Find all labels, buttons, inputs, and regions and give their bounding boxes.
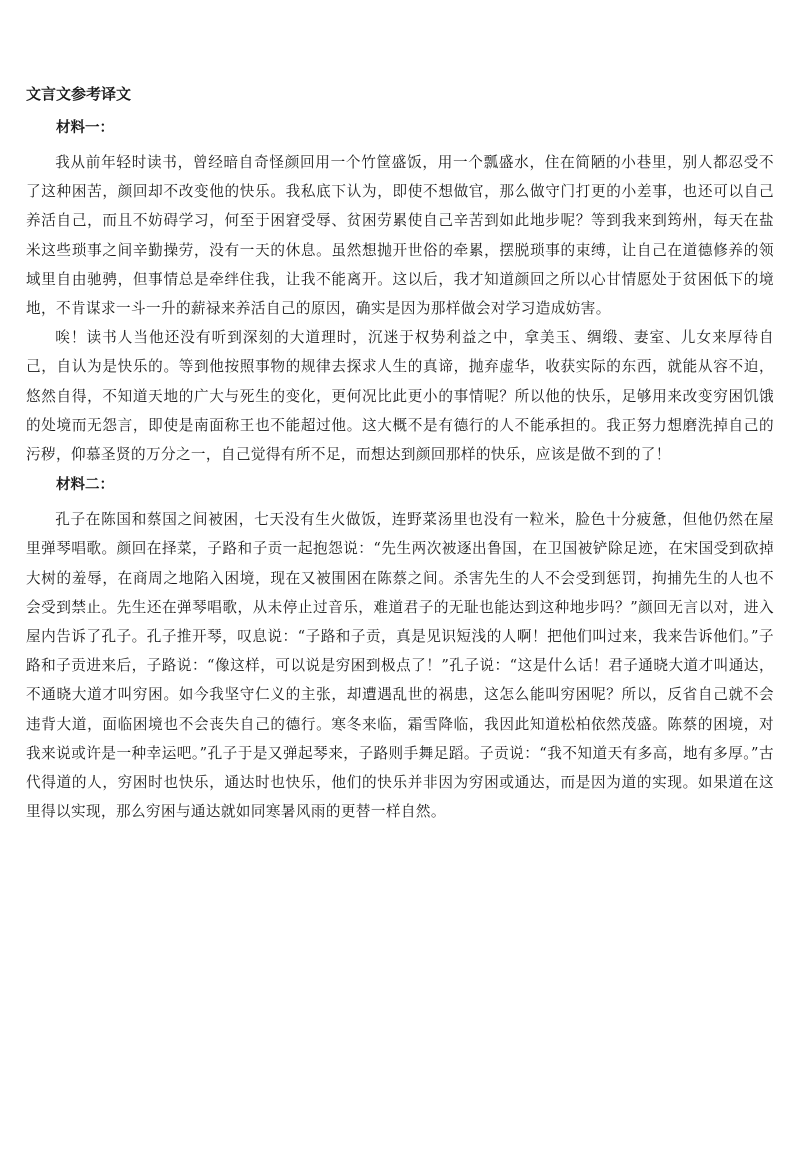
paragraph: 唉！读书人当他还没有听到深刻的大道理时，沉迷于权势利益之中，拿美玉、绸缎、妻室、儿女来厚待自己，自认为是快乐的。等到他按照事物的规律去探求人生的真谛，抛弃虚华，收获实际的东西，就能从容不迫，悠然自得，不知道天地的广大与死生的变化，更何况比此更小的事情呢？所以他的快乐，足够用来改变穷困饥饿的处境而无怨言，即使是南面称王也不能超过他。这大概不是有德行的人不能承担的。我正努力想磨洗掉自己的污秽，仰慕圣贤的万分之一，自己觉得有所不足，而想达到颜回那样的快乐，应该是做不到的了！ (26, 329, 774, 464)
paragraph: 我从前年轻时读书，曾经暗自奇怪颜回用一个竹筐盛饭，用一个瓢盛水，住在简陋的小巷里，别人都忍受不了这种困苦，颜回却不改变他的快乐。我私底下认为，即使不想做官，那么做守门打更的小差事，也还可以自己养活自己，而且不妨碍学习，何至于困窘受辱、贫困劳累使自己辛苦到如此地步呢？等到我来到筠州，每天在盐米这些琐事之间辛勤操劳，没有一天的休息。虽然想抛开世俗的牵累，摆脱琐事的束缚，让自己在道德修养的领域里自由驰骋，但事情总是牵绊住我，让我不能离开。这以后，我才知道颜回之所以心甘情愿处于贫困低下的境地，不肯谋求一斗一升的薪禄来养活自己的原因，确实是因为那样做会对学习造成妨害。 (26, 154, 774, 318)
document-page (26, 84, 774, 826)
document-title: 文言文参考译文 (26, 85, 132, 103)
section-heading: 材料一： (56, 120, 114, 136)
section-heading: 材料二： (56, 477, 114, 494)
section-material-one (26, 118, 774, 469)
section-material-two (26, 475, 774, 826)
paragraph: 孔子在陈国和蔡国之间被困，七天没有生火做饭，连野菜汤里也没有一粒米，脸色十分疲惫，但他仍然在屋里弹琴唱歌。颜回在择菜，子路和子贡一起抱怨说：“先生两次被逐出鲁国，在卫国被铲除足迹，在宋国受到砍掉大树的羞辱，在商周之地陷入困境，现在又被围困在陈蔡之间。杀害先生的人不会受到惩罚，拘捕先生的人也不会受到禁止。先生还在弹琴唱歌，从未停止过音乐，难道君子的无耻也能达到这种地步吗？”颜回无言以对，进入屋内告诉了孔子。孔子推开琴，叹息说：“子路和子贡，真是见识短浅的人啊！把他们叫过来，我来告诉他们。”子路和子贡进来后，子路说：“像这样，可以说是穷困到极点了！”孔子说：“这是什么话！君子通晓大道才叫通达，不通晓大道才叫穷困。如今我坚守仁义的主张，却遭遇乱世的祸患，这怎么能叫穷困呢？所以，反省自己就不会违背大道，面临困境也不会丧失自己的德行。寒冬来临，霜雪降临，我因此知道松柏依然茂盛。陈蔡的困境，对我来说或许是一种幸运吧。”孔子于是又弹起琴来，子路则手舞足蹈。子贡说：“我不知道天有多高，地有多厚。”古代得道的人，穷困时也快乐，通达时也快乐，他们的快乐并非因为穷困或通达，而是因为道的实现。如果道在这里得以实现，那么穷困与通达就如同寒暑风雨的更替一样自然。 (26, 511, 774, 821)
